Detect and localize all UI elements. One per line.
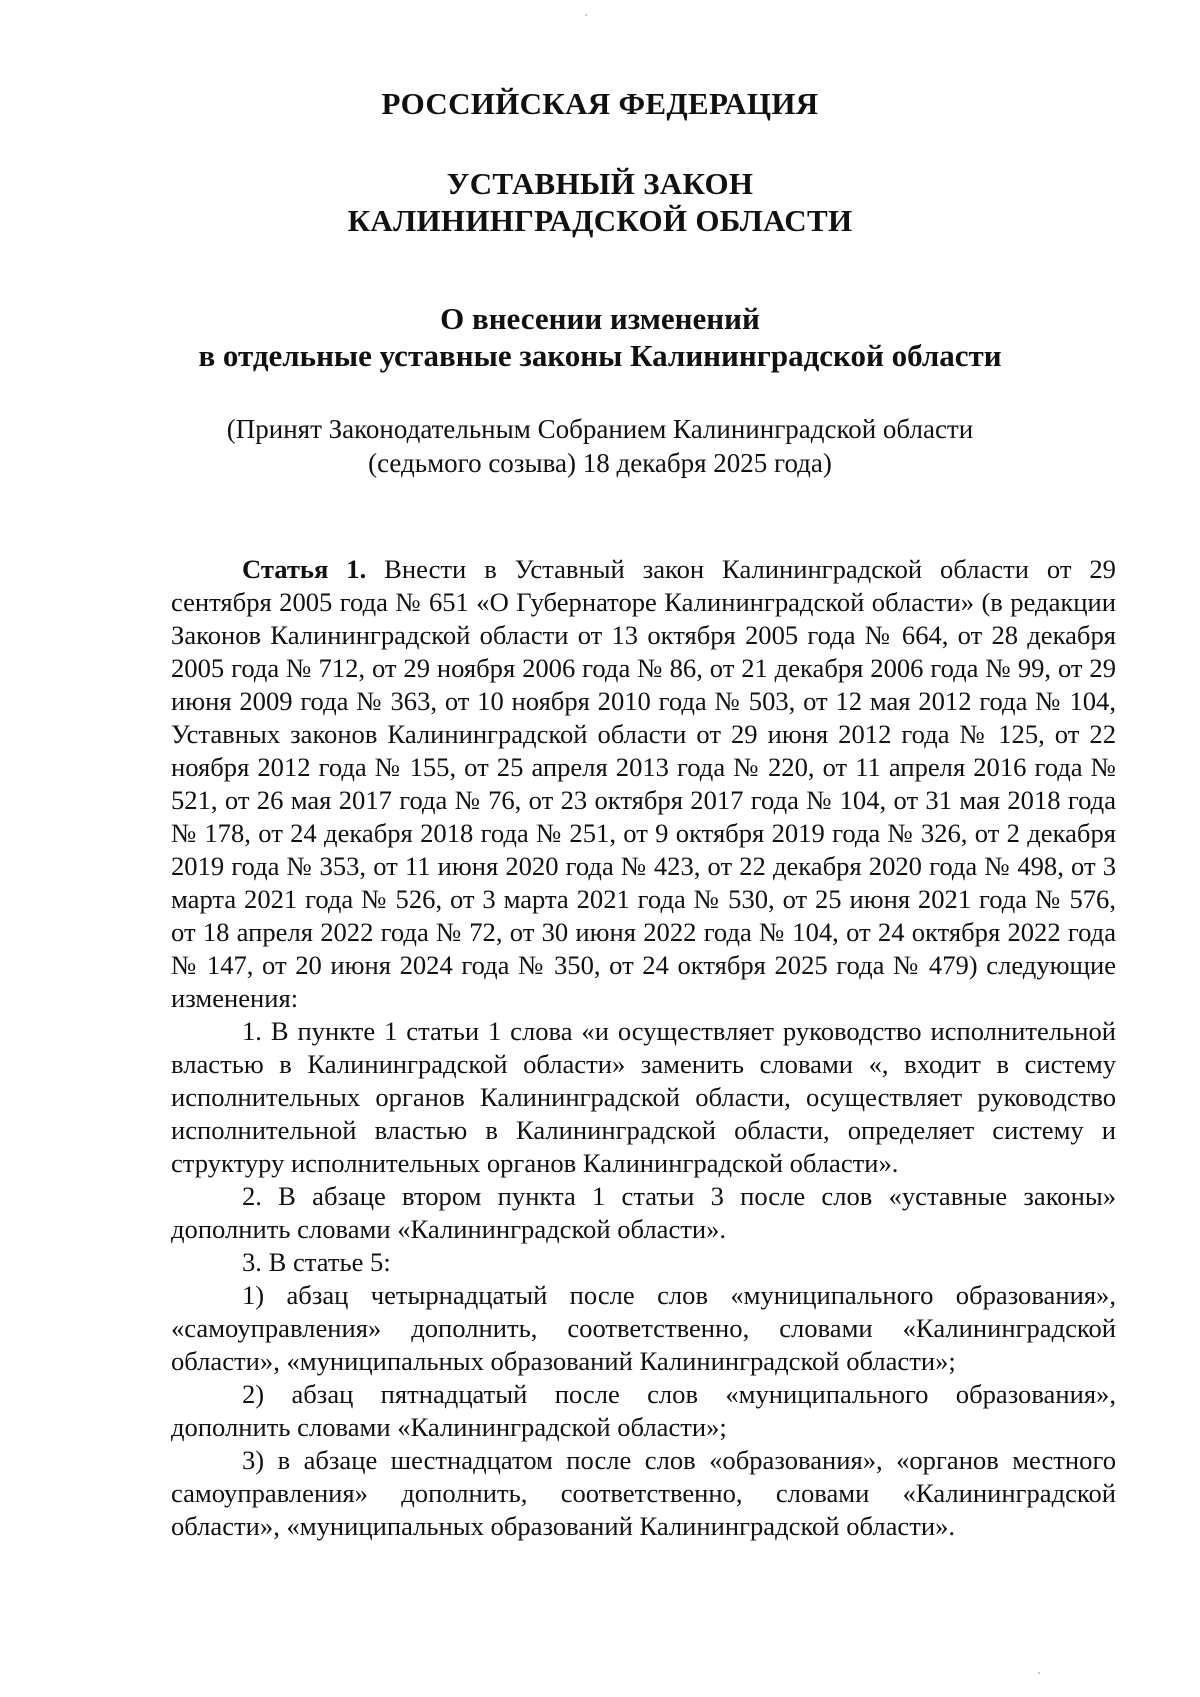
country-heading: РОССИЙСКАЯ ФЕДЕРАЦИЯ bbox=[381, 86, 819, 121]
scan-speck bbox=[1038, 1672, 1040, 1674]
amendment-item-3: 3. В статье 5: bbox=[242, 1247, 391, 1277]
article-1-label: Статья 1. bbox=[242, 554, 367, 584]
amendment-item-1: 1. В пункте 1 статьи 1 слова «и осуществляет руководство исполнительной властью в Калининградской области» заменить словами «, входит в систему исполнительных органов Калининградской области, осуществляет руководство исполнительной властью в Калининградской области, определяет систему и структуру исполнительных органов Калининградской области». bbox=[171, 1016, 1116, 1178]
article-1-body bbox=[171, 553, 1116, 1543]
law-subject-line-1: О внесении изменений bbox=[440, 301, 760, 336]
adoption-note bbox=[0, 412, 1200, 480]
law-type-line-2: КАЛИНИНГРАДСКОЙ ОБЛАСТИ bbox=[347, 203, 853, 238]
amendment-subitem-2: 2) абзац пятнадцатый после слов «муниципального образования», дополнить словами «Калининградской области»; bbox=[171, 1379, 1116, 1442]
adoption-note-line-1: (Принят Законодательным Собранием Калининградской области bbox=[226, 414, 974, 444]
adoption-note-line-2: (седьмого созыва) 18 декабря 2025 года) bbox=[368, 448, 832, 478]
law-type-heading bbox=[0, 165, 1200, 239]
amendment-subitem-3: 3) в абзаце шестнадцатом после слов «образования», «органов местного самоуправления» дополнить, соответственно, словами «Калининградской области», «муниципальных образований Калининградской области». bbox=[171, 1445, 1116, 1541]
law-subject-line-2: в отдельные уставные законы Калининградской области bbox=[198, 338, 1002, 373]
article-1-intro-text: Внести в Уставный закон Калининградской области от 29 сентября 2005 года № 651 «О Губернаторе Калининградской области» (в редакции Законов Калининградской области от 13 октября 2005 года № 664, от 28 декабря 2005 года № 712, от 29 ноября 2006 года № 86, от 21 декабря 2006 года № 99, от 29 июня 2009 года № 363, от 10 ноября 2010 года № 503, от 12 мая 2012 года № 104, Уставных законов Калининградской области от 29 июня 2012 года № 125, от 22 ноября 2012 года № 155, от 25 апреля 2013 года № 220, от 11 апреля 2016 года № 521, от 26 мая 2017 года № 76, от 23 октября 2017 года № 104, от 31 мая 2018 года № 178, от 24 декабря 2018 года № 251, от 9 октября 2019 года № 326, от 2 декабря 2019 года № 353, от 11 июня 2020 года № 423, от 22 декабря 2020 года № 498, от 3 марта 2021 года № 526, от 3 марта 2021 года № 530, от 25 июня 2021 года № 576, от 18 апреля 2022 года № 72, от 30 июня 2022 года № 104, от 24 октября 2022 года № 147, от 20 июня 2024 года № 350, от 24 октября 2025 года № 479) следующие изменения: bbox=[171, 554, 1116, 1013]
law-type-line-1: УСТАВНЫЙ ЗАКОН bbox=[446, 166, 754, 201]
scan-speck bbox=[585, 14, 587, 16]
law-subject-heading bbox=[0, 300, 1200, 374]
amendment-subitem-1: 1) абзац четырнадцатый после слов «муниципального образования», «самоуправления» дополнить, соответственно, словами «Калининградской области», «муниципальных образований Калининградской области»; bbox=[171, 1280, 1116, 1376]
amendment-item-2: 2. В абзаце втором пункта 1 статьи 3 после слов «уставные законы» дополнить словами «Калининградской области». bbox=[171, 1181, 1116, 1244]
article-1-intro-paragraph bbox=[171, 553, 1116, 1015]
